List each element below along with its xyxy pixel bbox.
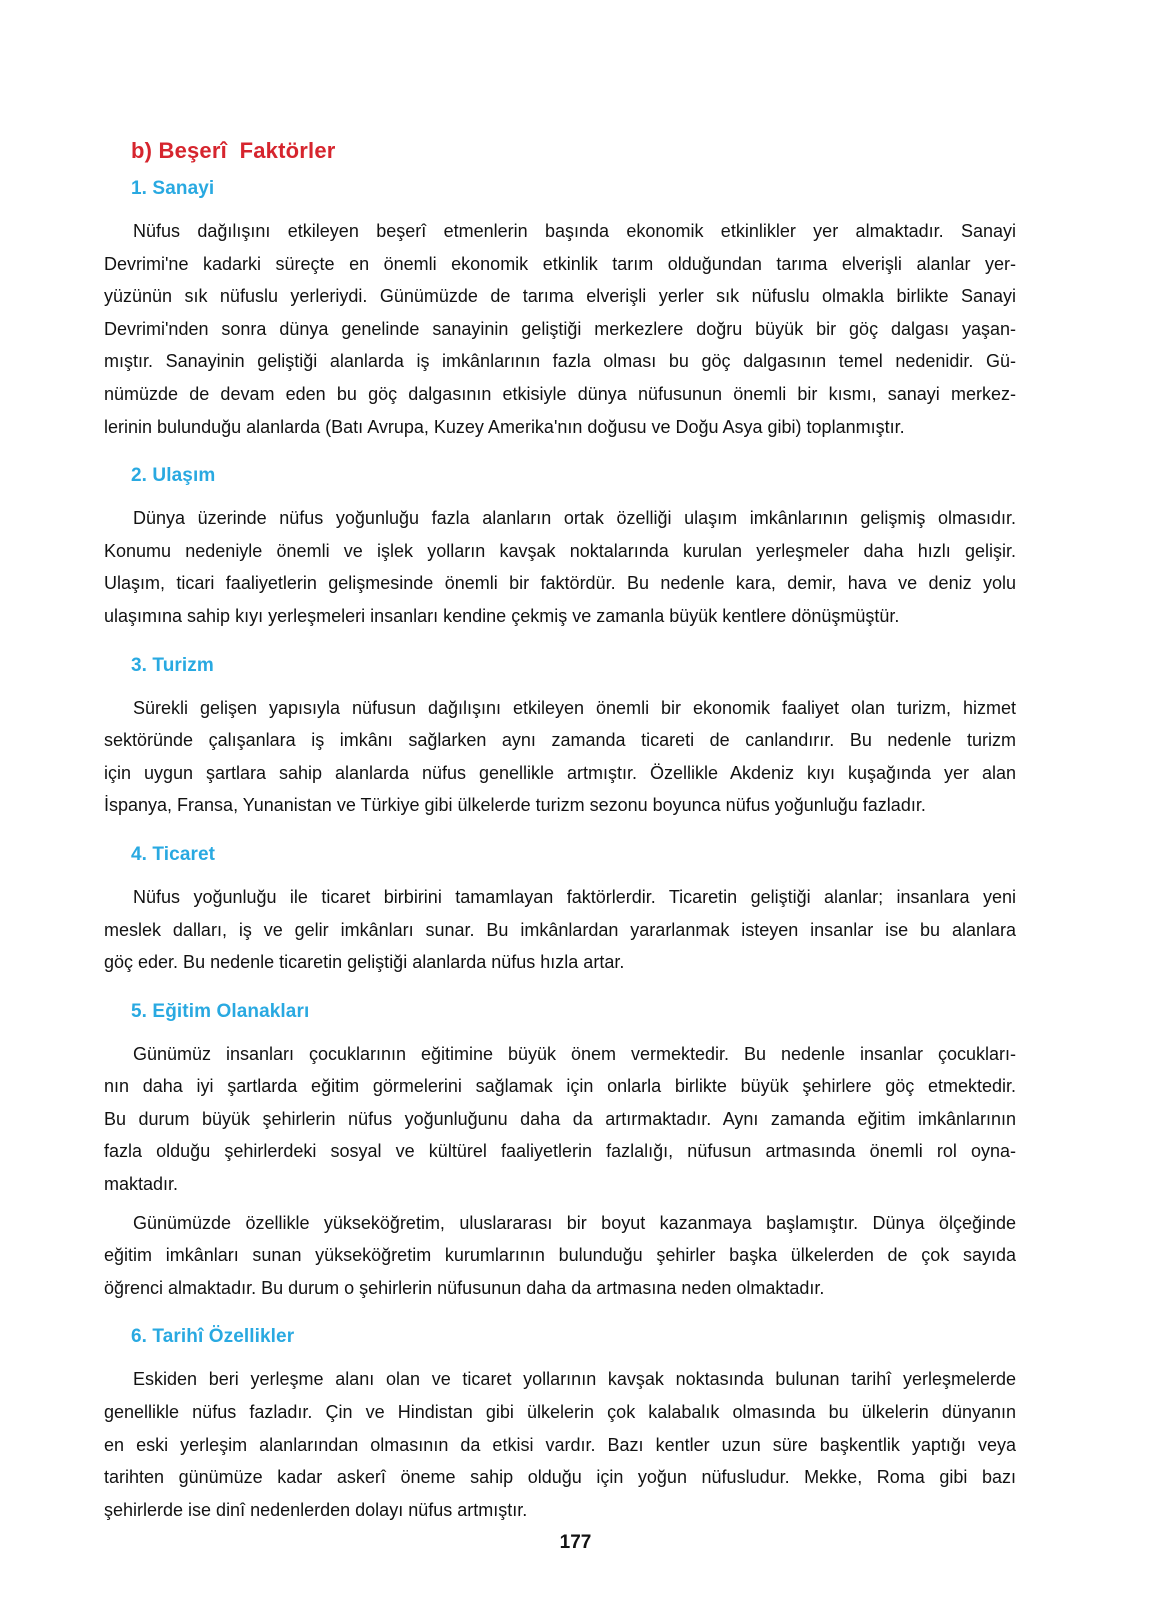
text-line: göç eder. Bu nedenle ticaretin geliştiği alanlarda nüfus hızla artar. [104, 952, 625, 973]
section-heading: 2. Ulaşım [131, 465, 216, 487]
section-heading: 5. Eğitim Olanakları [131, 1000, 310, 1022]
main-heading: b) Beşerî Faktörler [131, 138, 336, 163]
text-line: İspanya, Fransa, Yunanistan ve Türkiye gibi ülkelerde turizm sezonu boyunca nüfus yoğunluğu fazladır. [104, 795, 926, 816]
paragraph [104, 881, 1016, 979]
text-line: lerinin bulunduğu alanlarda (Batı Avrupa, Kuzey Amerika'nın doğusu ve Doğu Asya gibi) toplanmıştır. [104, 416, 905, 437]
text-line: yüzünün sık nüfuslu yerleriydi. Günümüzde de tarıma elverişli yerler sık nüfuslu olmakla birlikte Sanayi [104, 286, 1016, 307]
sections-container [104, 178, 1016, 1526]
text-line: öğrenci almaktadır. Bu durum o şehirlerin nüfusunun daha da artmasına neden olmaktadır. [104, 1277, 825, 1298]
paragraph [104, 692, 1016, 822]
text-line: eğitim imkânları sunan yükseköğretim kurumlarının bulunduğu şehirler başka ülkelerden de çok sayıda [104, 1245, 1016, 1266]
text-line: ulaşımına sahip kıyı yerleşmeleri insanları kendine çekmiş ve zamanla büyük kentlere dönüşmüştür. [104, 605, 900, 626]
text-line: için uygun şartlara sahip alanlarda nüfus genellikle artmıştır. Özellikle Akdeniz kıyı kuşağında yer alan [104, 762, 1016, 783]
text-content [104, 138, 1016, 1532]
text-line: Devrimi'nden sonra dünya genelinde sanayinin geliştiği merkezlere doğru büyük bir göç dalgası yaşan- [104, 318, 1016, 339]
text-line: Bu durum büyük şehirlerin nüfus yoğunluğunu daha da artırmaktadır. Aynı zamanda eğitim imkânlarının [104, 1108, 1016, 1129]
text-line: meslek dalları, iş ve gelir imkânları sunar. Bu imkânlardan yararlanmak isteyen insanlar ise bu alanlara [104, 919, 1016, 940]
section-heading: 1. Sanayi [131, 178, 215, 199]
text-line: nın daha iyi şartlarda eğitim görmelerini sağlamak için onlarla birlikte büyük şehirlere göç etmektedir. [104, 1076, 1016, 1097]
text-line: Konumu nedeniyle önemli ve işlek yolların kavşak noktalarında kurulan yerleşmeler daha hızlı gelişir. [104, 540, 1016, 561]
text-line: Sürekli gelişen yapısıyla nüfusun dağılışını etkileyen önemli bir ekonomik faaliyet olan turizm, hizmet [133, 697, 1016, 718]
section-heading: 6. Tarihî Özellikler [131, 1326, 295, 1348]
section-heading: 3. Turizm [131, 654, 214, 676]
text-line: tarihten günümüze kadar askerî öneme sahip olduğu için yoğun nüfusludur. Mekke, Roma gibi bazı [104, 1467, 1016, 1488]
text-line: Dünya üzerinde nüfus yoğunluğu fazla alanların ortak özelliği ulaşım imkânlarının gelişmiş olmasıdır. [133, 508, 1016, 529]
text-line: genellikle nüfus fazladır. Çin ve Hindistan gibi ülkelerin çok kalabalık olmasında bu ülkelerin dünyanın [104, 1402, 1016, 1423]
paragraph [104, 502, 1016, 632]
section-heading: 4. Ticaret [131, 843, 216, 865]
text-line: mıştır. Sanayinin geliştiği alanlarda iş imkânlarının fazla olması bu göç dalgasının temel nedenidir. Gü- [104, 351, 1016, 372]
paragraph [104, 1363, 1016, 1526]
page-number: 177 [559, 1532, 592, 1553]
text-line: Günümüzde özellikle yükseköğretim, uluslararası bir boyut kazanmaya başlamıştır. Dünya ölçeğinde [133, 1212, 1016, 1233]
text-line: Devrimi'ne kadarki süreçte en önemli ekonomik etkinlik tarım olduğundan tarıma elverişli alanlar yer- [104, 253, 1016, 274]
text-line: nümüzde de devam eden bu göç dalgasının etkisiyle dünya nüfusunun önemli bir kısmı, sanayi merkez- [104, 383, 1016, 404]
text-line: maktadır. [104, 1174, 179, 1195]
paragraph [104, 215, 1016, 443]
paragraph [104, 1207, 1016, 1305]
text-line: sektöründe çalışanlara iş imkânı sağlarken aynı zamanda ticareti de canlandırır. Bu nedenle turizm [104, 730, 1016, 751]
text-line: Eskiden beri yerleşme alanı olan ve ticaret yollarının kavşak noktasında bulunan tarihî yerleşmelerde [133, 1369, 1016, 1390]
text-line: şehirlerde ise dinî nedenlerden dolayı nüfus artmıştır. [104, 1499, 528, 1520]
text-line: Nüfus dağılışını etkileyen beşerî etmenlerin başında ekonomik etkinlikler yer almaktadır. Sanayi [133, 221, 1016, 241]
paragraph [104, 1038, 1016, 1201]
text-line: Ulaşım, ticari faaliyetlerin gelişmesinde önemli bir faktördür. Bu nedenle kara, demir, hava ve deniz yolu [104, 573, 1016, 594]
text-line: Günümüz insanları çocuklarının eğitimine büyük önem vermektedir. Bu nedenle insanlar çocukları- [133, 1043, 1016, 1064]
text-line: Nüfus yoğunluğu ile ticaret birbirini tamamlayan faktörlerdir. Ticaretin geliştiği alanlar; insanlara yeni [133, 886, 1016, 907]
text-line: en eski yerleşim alanlarından olmasının da etkisi vardır. Bazı kentler uzun süre başkentlik yaptığı veya [104, 1434, 1016, 1455]
text-line: fazla olduğu şehirlerdeki sosyal ve kültürel faaliyetlerin fazlalığı, nüfusun artmasında önemli rol oyna- [104, 1141, 1016, 1162]
